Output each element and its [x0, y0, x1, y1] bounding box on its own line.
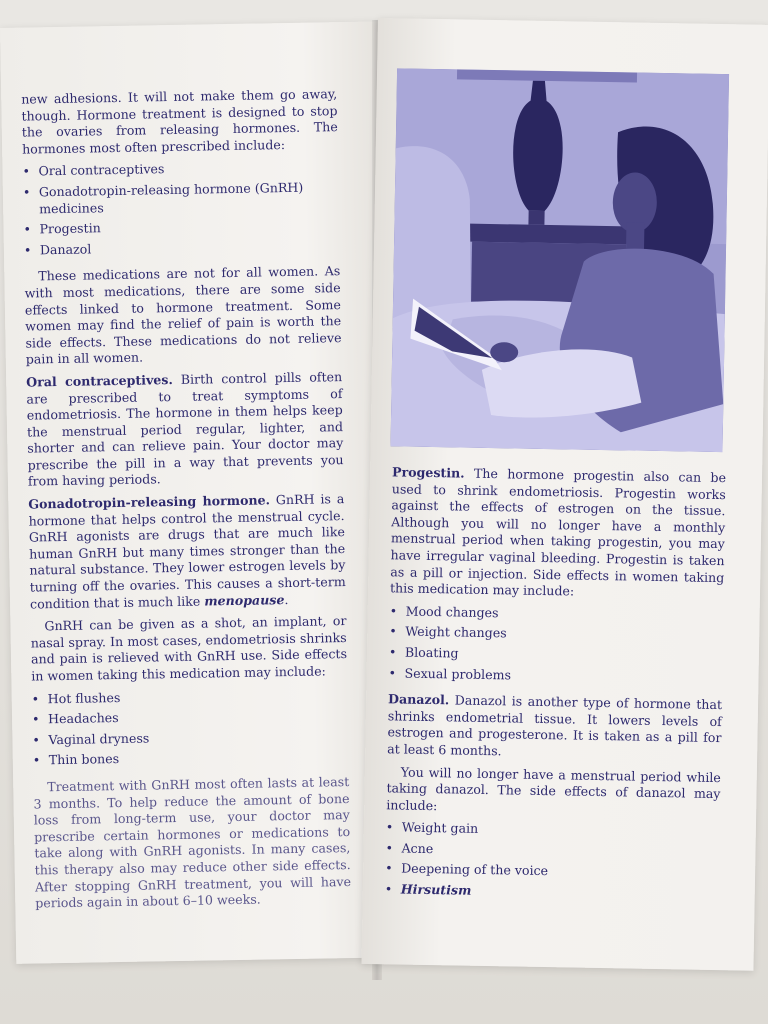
- photo-illustration: [391, 68, 730, 452]
- list-item: • Hot flushes: [31, 689, 121, 707]
- gnrh-given-paragraph: GnRH can be given as a shot, an implant, or nasal spray. In most cases, endometriosis shrinks and pain is relieved with GnRH use. Side effects in women taking this medication may include:: [30, 613, 348, 684]
- hormone-list: [22, 158, 340, 258]
- gnrh-paragraph: Gonadotropin-releasing hormone. GnRH is a hormone that helps control the menstrual cycle. GnRH agonists are drugs that are much like human GnRH but many times stronger than the natural substance. They lower estrogen levels by turning off the ovaries. This causes a short-term condition that is much like menopause.: [28, 491, 346, 612]
- list-item: • Sexual problems: [388, 664, 512, 682]
- list-item: • Weight gain: [385, 819, 479, 837]
- oral-heading: Oral contraceptives.: [26, 371, 173, 390]
- danazol-heading: Danazol.: [387, 691, 450, 708]
- danazol-paragraph: Danazol. Danazol is another type of hormone that shrinks endometrial tissue. It lowers levels of estrogen and progesterone. It is taken as a pill for at least 6 months.: [387, 691, 723, 759]
- list-item: • Mood changes: [389, 603, 499, 620]
- hirsutism-term: Hirsutism: [400, 881, 472, 898]
- side-effects-paragraph: These medications are not for all women. As with most medications, there are some side effects linked to hormone treatment. Some women may find the relief of pain is worth the side effects. These medications do not relieve pain in all women.: [24, 263, 342, 367]
- list-item: • Hirsutism: [384, 881, 472, 898]
- intro-paragraph: new adhesions. It will not make them go away, though. Hormone treatment is designed to stop the ovaries from releasing hormones. The hormones most often prescribed include:: [21, 86, 338, 157]
- progestin-paragraph: Progestin. The hormone progestin also can be used to shrink endometriosis. Progestin works against the effects of estrogen on the tissue. Although you will no longer have a monthly menstrual period when taking progestin, you may have irregular vaginal bleeding. Progestin is taken as a pill or injection. Side effects in women taking this medication may include:: [389, 464, 727, 599]
- progestin-heading: Progestin.: [391, 464, 465, 481]
- list-item: • Vaginal dryness: [32, 730, 150, 748]
- right-page: [361, 18, 768, 971]
- danazol-effects-list: [385, 820, 720, 904]
- woman-reading-photo: [391, 68, 730, 452]
- left-page: [0, 21, 394, 963]
- oral-contraceptives-paragraph: Oral contraceptives. Birth control pills often are prescribed to treat symptoms of endometriosis. The hormone in them helps keep the menstrual period regular, lighter, and shorter and can relieve pain. Your doctor may prescribe the pill in a way that prevents you from having periods.: [26, 368, 344, 490]
- list-item: • Danazol: [23, 241, 92, 258]
- list-item: • Gonadotropin-releasing hormone (GnRH) medicines: [22, 179, 304, 216]
- list-item: • Headaches: [31, 710, 119, 727]
- progestin-effects-list: [388, 603, 723, 687]
- list-item: • Bloating: [388, 644, 459, 661]
- danazol-period-paragraph: You will no longer have a menstrual period while taking danazol. The side effects of danazol may include:: [386, 764, 721, 813]
- list-item: • Deepening of the voice: [385, 860, 549, 879]
- menopause-term: menopause: [204, 591, 285, 609]
- list-item: • Oral contraceptives: [22, 161, 165, 180]
- gnrh-effects-list: [32, 686, 349, 770]
- list-item: • Weight changes: [389, 623, 507, 641]
- right-column: [384, 464, 726, 913]
- gnrh-heading: Gonadotropin-releasing hormone.: [28, 492, 271, 512]
- list-item: • Thin bones: [32, 751, 120, 768]
- treatment-paragraph: Treatment with GnRH most often lasts at least 3 months. To help reduce the amount of bone loss from long-term use, your doctor may prescribe certain hormones or medications to take along with GnRH agonists. In many cases, this therapy also may reduce other side effects. After stopping GnRH treatment, you will have periods again in about 6–10 weeks.: [33, 773, 352, 911]
- left-column: [21, 86, 351, 918]
- list-item: • Acne: [385, 840, 434, 856]
- list-item: • Progestin: [23, 220, 101, 237]
